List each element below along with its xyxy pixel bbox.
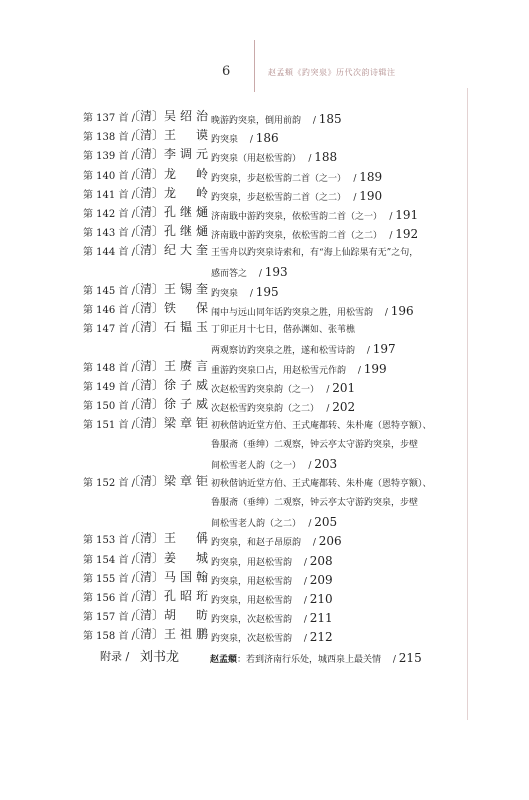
- entry-poet: 孔继熥: [164, 205, 208, 219]
- entry-title-text: 闱中与远山同年话趵突泉之胜，用松雪韵: [211, 308, 374, 318]
- entry-poet: 王赓言: [164, 358, 208, 373]
- entry-title-text: 趵突泉，用赵松雪韵: [211, 596, 293, 606]
- entry-title-text: 初秋偕讷近堂方伯、王式庵都转、朱朴庵（恩特亨额）、: [211, 478, 432, 489]
- entry-page-number: 186: [255, 131, 279, 146]
- entry-title: [211, 187, 466, 208]
- entry-title-text: 趵突泉，步赵松雪韵二首（之二）: [211, 192, 342, 203]
- entry-page-number: 188: [314, 150, 338, 165]
- entry-page-number: 192: [395, 227, 419, 242]
- entry-title-line: 次赵松雪趵突泉韵（之二） / 202: [211, 400, 356, 414]
- entry-era: 〔清〕: [128, 377, 165, 392]
- entry-era: 〔清〕: [128, 243, 165, 258]
- entry-title-text: 趵突泉，步赵松雪韵二首（之一）: [211, 173, 342, 184]
- entry-era: 〔清〕: [128, 589, 165, 603]
- entry-number: 第 137 首 /: [83, 113, 135, 124]
- entry-poet: 王 偁: [164, 531, 208, 546]
- entry-title-text: 王雪舟以趵突泉诗索和，有“海上仙踪果有无”之句，: [211, 248, 419, 259]
- entry-era: 〔清〕: [128, 358, 165, 373]
- entry-title-line: 趵突泉，次赵松雪韵 / 212: [211, 630, 333, 645]
- entry-title-text: 感而答之: [211, 269, 248, 280]
- entry-number: 第 155 首 /: [83, 573, 135, 585]
- entry-era: 〔清〕: [128, 205, 165, 219]
- entry-title-line: 间松雪老人韵（之一） / 203: [211, 457, 338, 472]
- entry-era: 〔清〕: [128, 550, 165, 565]
- entry-poet: 梁章钜: [164, 473, 208, 488]
- entry-page-number: 202: [332, 400, 356, 414]
- entry-page-number: 208: [309, 553, 333, 568]
- entry-poet: 李调元: [164, 147, 208, 162]
- entry-title-line: [211, 475, 466, 494]
- entry-poet: 铁 保: [164, 301, 208, 315]
- entry-number: 第 156 首 /: [83, 593, 135, 604]
- entry-page-number: 203: [314, 457, 338, 472]
- entry-poet: 王 谟: [164, 128, 208, 143]
- entry-poet: 王锡奎: [164, 281, 208, 296]
- page-edge-rule: [467, 88, 468, 720]
- entry-era: 〔清〕: [128, 301, 165, 315]
- entry-title: [211, 206, 466, 227]
- entry-page-number: 185: [318, 112, 342, 126]
- entry-title-text: 鲁服斋（垂绅）二观察，钟云亭太守游趵突泉，步壁: [211, 440, 419, 451]
- entry-poet: 石韫玉: [164, 320, 208, 335]
- appendix-author: 刘书龙: [140, 649, 180, 665]
- entry-era: 〔清〕: [128, 147, 165, 162]
- entry-number: 第 141 首 /: [83, 189, 135, 201]
- entry-era: 〔清〕: [128, 473, 165, 488]
- entry-title-line: [211, 244, 466, 263]
- entry-title: [211, 552, 466, 573]
- entry-title-line: 感而答之 / 193: [211, 265, 288, 280]
- entry-page-number: 211: [309, 611, 333, 626]
- entry-title-line: 趵突泉 / 195: [211, 284, 279, 299]
- entry-title: [211, 571, 466, 592]
- entry-title-line: 闱中与远山同年话趵突泉之胜，用松雪韵 / 196: [211, 304, 414, 318]
- entry-title: [211, 244, 466, 284]
- entry-title-text: 间松雪老人韵（之一）: [211, 461, 297, 472]
- entry-number: 第 143 首 /: [83, 228, 135, 240]
- entry-number: 第 140 首 /: [83, 170, 135, 182]
- entry-number: 第 158 首 /: [83, 631, 135, 643]
- entry-title: [211, 532, 466, 553]
- entry-number: 第 139 首 /: [83, 151, 135, 163]
- appendix-page-number: 215: [398, 650, 422, 665]
- entry-number: 第 152 首 /: [83, 477, 135, 489]
- entry-number: 第 144 首 /: [83, 247, 135, 259]
- entry-era: 〔清〕: [128, 627, 165, 642]
- entry-title-text: 次赵松雪趵突泉韵（之二）: [211, 404, 315, 414]
- entry-title: [211, 475, 466, 534]
- entry-title-line: 趵突泉，次赵松雪韵 / 211: [211, 611, 333, 626]
- entry-title: [211, 379, 466, 400]
- entry-title-text: 趵突泉，次赵松雪韵: [211, 634, 293, 645]
- entry-number: 第 150 首 /: [83, 401, 135, 412]
- entry-era: 〔清〕: [128, 224, 165, 239]
- entry-page-number: 195: [255, 284, 279, 299]
- entry-poet: 纪大奎: [164, 243, 208, 258]
- entry-title-line: [211, 494, 466, 513]
- entry-title: [211, 129, 466, 150]
- entry-era: 〔清〕: [128, 397, 165, 411]
- entry-title-line: 趵突泉，步赵松雪韵二首（之二） / 190: [211, 188, 383, 203]
- entry-title: [211, 283, 466, 304]
- entry-title: [211, 417, 466, 476]
- entry-title-text: 趵突泉: [211, 288, 239, 299]
- entry-era: 〔清〕: [128, 109, 165, 123]
- appendix-title-lead: 赵孟頫: [210, 654, 238, 665]
- entry-era: 〔清〕: [128, 569, 165, 584]
- entry-title-text: 重游趵突泉口占，用赵松雪元作韵: [211, 365, 347, 376]
- entry-title-text: 趵突泉: [211, 135, 239, 146]
- entry-title-line: 晚游趵突泉，倒用前韵 / 185: [211, 112, 342, 126]
- entry-title-line: 趵突泉，用赵松雪韵 / 209: [211, 572, 333, 587]
- entry-era: 〔清〕: [128, 320, 165, 335]
- entry-number: 第 145 首 /: [83, 285, 135, 297]
- entry-title-line: 趵突泉，步赵松雪韵二首（之一） / 189: [211, 169, 383, 184]
- entry-poet: 梁章钜: [164, 416, 208, 431]
- entry-title-text: 趵突泉，次赵松雪韵: [211, 615, 293, 626]
- entry-poet: 孔继熥: [164, 224, 208, 239]
- entry-title-line: 趵突泉，用赵松雪韵 / 208: [211, 553, 333, 568]
- entry-page-number: 206: [318, 534, 342, 549]
- entry-era: 〔清〕: [128, 608, 165, 623]
- appendix-title-text: ：若到济南行乐处，城西泉上最关情: [237, 654, 382, 665]
- entry-title-text: 济南戢中游趵突泉，依松雪韵二首（之二）: [211, 231, 378, 242]
- entry-title-line: 间松雪老人韵（之二） / 205: [211, 514, 338, 529]
- entry-era: 〔清〕: [128, 531, 165, 546]
- entry-era: 〔清〕: [128, 416, 165, 431]
- entry-title-text: 济南戢中游趵突泉，依松雪韵二首（之一）: [211, 212, 378, 222]
- entry-page-number: 199: [363, 361, 387, 376]
- entry-number: 第 154 首 /: [83, 554, 135, 566]
- entry-page-number: 205: [314, 514, 338, 529]
- entry-title-line: 次赵松雪趵突泉韵（之一） / 201: [211, 380, 356, 395]
- entry-poet: 孔昭珩: [164, 589, 208, 603]
- entry-era: 〔清〕: [128, 166, 165, 181]
- appendix-title: 赵孟頫：若到济南行乐处，城西泉上最关情 / 215: [210, 650, 422, 665]
- entry-number: 第 138 首 /: [83, 132, 135, 144]
- entry-title: [211, 110, 466, 131]
- entry-poet: 马国翰: [164, 569, 208, 584]
- entry-title-text: 晚游趵突泉，倒用前韵: [211, 116, 302, 126]
- entry-page-number: 210: [309, 592, 333, 606]
- entry-title: [211, 360, 466, 381]
- entry-number: 第 147 首 /: [83, 324, 135, 336]
- entry-poet: 姜 城: [164, 550, 208, 565]
- entry-page-number: 201: [332, 380, 356, 395]
- entry-page-number: 209: [309, 572, 333, 587]
- entry-number: 第 157 首 /: [83, 612, 135, 624]
- running-head: 赵孟頫《趵突泉》历代次韵诗辑注: [268, 68, 396, 77]
- entry-page-number: 197: [372, 342, 396, 357]
- entry-page-number: 193: [264, 265, 288, 280]
- entry-title-line: 趵突泉 / 186: [211, 131, 279, 146]
- entry-title-line: 济南戢中游趵突泉，依松雪韵二首（之二） / 192: [211, 227, 419, 242]
- entry-title: [211, 225, 466, 246]
- entry-number: 第 151 首 /: [83, 420, 135, 432]
- entry-title-line: 济南戢中游趵突泉，依松雪韵二首（之一） / 191: [211, 208, 419, 222]
- entry-title-line: [211, 436, 466, 455]
- entry-title-text: 鲁服斋（垂绅）二观察，钟云亭太守游趵突泉，步壁: [211, 497, 419, 508]
- entry-title: [211, 590, 466, 611]
- appendix-label: 附录 /: [100, 649, 130, 663]
- entry-number: 第 149 首 /: [83, 381, 135, 393]
- entry-title-text: 趵突泉，用赵松雪韵: [211, 557, 293, 568]
- entry-title-text: 趵突泉，用赵松雪韵: [211, 576, 293, 587]
- entry-title-line: 趵突泉，用赵松雪韵 / 210: [211, 592, 333, 606]
- entry-poet: 王祖鹏: [164, 627, 208, 642]
- entry-number: 第 148 首 /: [83, 362, 135, 374]
- entry-page-number: 191: [395, 208, 419, 222]
- entry-era: 〔清〕: [128, 185, 165, 200]
- header-rule-vertical: [254, 40, 255, 92]
- entry-poet: 龙 岭: [164, 185, 208, 200]
- entry-title-line: [211, 417, 466, 436]
- entry-poet: 胡 昉: [164, 608, 208, 623]
- entry-title-text: 两观察访趵突泉之胜，遂和松雪诗韵: [211, 346, 356, 357]
- entry-poet: 徐子威: [164, 397, 208, 411]
- entry-title: [211, 628, 466, 649]
- entry-title: [211, 609, 466, 630]
- entry-page-number: 212: [309, 630, 333, 645]
- entry-poet: 徐子威: [164, 377, 208, 392]
- entry-title: [211, 321, 466, 361]
- entry-title-text: 间松雪老人韵（之二）: [211, 518, 297, 529]
- entry-page-number: 189: [359, 169, 383, 184]
- entry-era: 〔清〕: [128, 128, 165, 143]
- page-number: 6: [222, 64, 231, 79]
- entry-poet: 龙 岭: [164, 166, 208, 181]
- entry-title: [211, 148, 466, 169]
- entry-title-line: 趵突泉，和赵子昂原韵 / 206: [211, 534, 342, 549]
- entry-page-number: 196: [390, 304, 414, 318]
- entry-title-text: 次赵松雪趵突泉韵（之一）: [211, 384, 315, 395]
- entry-title-text: 丁卯正月十七日，偕孙渊如、张苇樵: [211, 325, 356, 336]
- entry-title: [211, 398, 466, 419]
- entry-page-number: 190: [359, 188, 383, 203]
- entry-title-text: 趵突泉，和赵子昂原韵: [211, 538, 302, 549]
- entry-number: 第 142 首 /: [83, 209, 135, 220]
- entry-number: 第 146 首 /: [83, 305, 135, 316]
- entry-title: [211, 302, 466, 323]
- entry-title-line: [211, 321, 466, 340]
- entry-number: 第 153 首 /: [83, 535, 135, 547]
- entry-title-line: 重游趵突泉口占，用赵松雪元作韵 / 199: [211, 361, 387, 376]
- entry-title-text: 趵突泉（用赵松雪韵）: [211, 154, 297, 165]
- entry-title-line: 两观察访趵突泉之胜，遂和松雪诗韵 / 197: [211, 342, 396, 357]
- entry-era: 〔清〕: [128, 281, 165, 296]
- entry-title-line: 趵突泉（用赵松雪韵） / 188: [211, 150, 338, 165]
- entry-title: [211, 168, 466, 189]
- entry-poet: 吴绍治: [164, 109, 208, 123]
- entry-title-text: 初秋偕讷近堂方伯、王式庵都转、朱朴庵（恩特亨额）、: [211, 421, 432, 432]
